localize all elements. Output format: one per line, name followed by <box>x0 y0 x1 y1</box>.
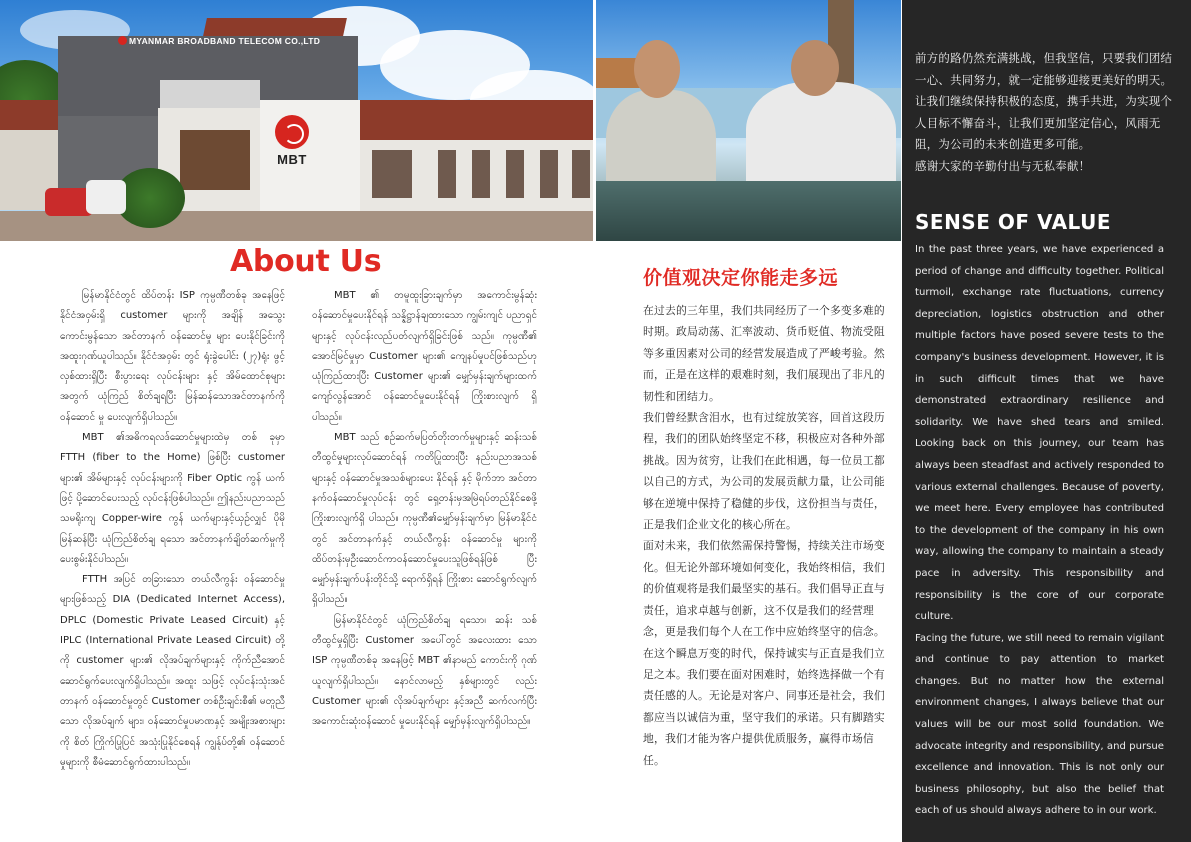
sense-of-value-paragraph: In the past three years, we have experienced a period of change and difficulty together. Political turmoil, exchange rate fluctuations, currency depreciation, logistics obstruction and other multiple factors have posed severe tests to the company's business development. However, it is in such difficult times that we have demonstrated extraordinary resilience and solidarity. We have shed tears and smiled. Looking back on this journey, our team has always been steadfast and actively responded to various external challenges. Because of poverty, we meet here. Every employee has contributed to the development of the company in his own way, allowing the company to maintain a steady pace in adversity. This responsibility and responsibility is the core of our corporate culture. <box>915 244 1164 623</box>
about-paragraph: MBT သည် စဉ်ဆက်မပြတ်တိုးတက်မှုများနှင့် ဆန်းသစ်တီထွင်မှုများလုပ်ဆောင်ရန် ကတိပြုထားပြီး နည်းပညာအသစ် များနှင့် ဝန်ဆောင်မှုအသစ်များပေး နိုင်ရန် နှင့် မိုက်ဘာ အင်တာနက်ဝန်ဆောင်မှုလုပ်ငန်း တွင် ရှေ့တန်းမှအမြဲရပ်တည်နိုင်စေဖို့ ကြိုးစားလျက်ရှိ ပါသည်။ ကုမ္ပဏီ၏မျှော်မှန်းချက်မှာ မြန်မာနိုင်ငံ တွင် အင်တာနက်နှင့် တယ်လီကွန်း ဝန်ဆောင်မှု များကို ထိပ်တန်းမှဦးဆောင်ကာဝန်ဆောင်မှုပေးသူဖြစ်ရန်ဖြစ် ပြီး မျှော်မှန်းချက်ပန်းတိုင်သို့ ရောက်ရှိရန် ကြိုးစား ဆောင်ရွက်လျက်ရှိပါသည်။ <box>312 432 537 606</box>
team-photo <box>596 0 901 241</box>
values-cn-paragraph: 在过去的三年里，我们共同经历了一个多变多难的时期。政局动荡、汇率波动、货币贬值、物流受阻等多重因素对公司的经营发展造成了严峻考验。然而，正是在这样的艰难时刻，我们展现出了非凡的韧性和团结力。 <box>643 304 885 403</box>
about-us-column-1 <box>60 286 285 773</box>
about-us-heading: About Us <box>230 244 382 279</box>
about-paragraph: MBT ၏အဓိကရလဒ်ဆောင်မှုများထဲမှ တစ် ခုမှာ FTTH (fiber to the Home) ဖြစ်ပြီး customer များ၏ အိမ်များနှင့် လုပ်ငန်းများကို Fiber Optic ကွန် ယက်ဖြင့် ပို့ဆောင်ပေးသည့် လုပ်ငန်းဖြစ်ပါသည်။ ဤနည်းပညာသည် သမရိုးကျ Copper-wire ကွန် ယက်များနှင့်ယှဉ်လျှင် ပိုမိုမြန်ဆန်ပြီး ယုံကြည်စိတ်ချ ရသော အင်တာနက်ချိတ်ဆက်မှုကို ပေးစွမ်းနိုင်ပါသည်။ <box>60 432 285 565</box>
values-cn-paragraph: 在这个瞬息万变的时代，保持诚实与正直是我们立足之本。我们要在面对困难时，始终选择做一个有责任感的人。无论是对客户、同事还是社会，我们都应当以诚信为重，坚守我们的承诺。只有脚踏实地，我们才能为客户提供优质服务，赢得市场信任。 <box>643 646 885 767</box>
about-paragraph: FTTH အပြင် တခြားသော တယ်လီကွန်း ဝန်ဆောင်မှုများဖြစ်သည့် DIA (Dedicated Internet Access), DPLC (Domestic Private Leased Circuit) နှင့် IPLC (International Private Leased Circuit) တို့ကို customer များ၏ လိုအပ်ချက်များနှင့် ကိုက်ညီအောင် ဆောင်ရွက်ပေးလျက်ရှိပါသည်။ အထူး သဖြင့် လုပ်ငန်းသုံးအင်တာနက် ဝန်ဆောင်မှုတွင် Customer တစ်ဦးချင်းစီ၏ မတူညီသော လိုအပ်ချက် များ၊ ဝန်ဆောင်မှုပမာဏနှင့် အမျိုးအစားများကို စိတ် ကြိုက်ပြုပြင် အသုံးပြုနိုင်စေရန် ကျွန်ုပ်တို့၏ ဝန်ဆောင် မှုများကို စီမံဆောင်ရွက်ထားပါသည်။ <box>60 574 285 768</box>
company-sign: MYANMAR BROADBAND TELECOM CO.,LTD <box>118 36 320 46</box>
about-us-column-2 <box>312 286 537 733</box>
about-paragraph: မြန်မာနိုင်ငံတွင် ထိပ်တန်း ISP ကုမ္ပဏီတစ်ခု အနေဖြင့် နိုင်ငံအဝှမ်းရှိ customer များကို အချိန် အသွေးကောင်းမွန်သော အင်တာနက် ဝန်ဆောင်မှု များ ပေးနိုင်ခြင်းကို အထူးဂုဏ်ယူပါသည်။ နိုင်ငံအဝှမ်း တွင် ရုံးခွဲပေါင်း (၂၇)ရုံး ဖွင့်လှစ်ထားရှိပြီး စီးပွားရေး လုပ်ငန်းများ နှင့် အိမ်ထောင်စုများအတွက် ယုံကြည် စိတ်ချရပြီး မြန်ဆန်သောအင်တာနက်ကို ဝန်ဆောင် မှု ပေးလျက်ရှိပါသည်။ <box>60 290 285 423</box>
sense-of-value-paragraph: Facing the future, we still need to remain vigilant and continue to pay attention to market changes. But no matter how the external environment changes, I always believe that our values will be our most solid foundation. We advocate integrity and responsibility, and pursue excellence and innovation. This is not only our business philosophy, but also the belief that each of us should always adhere to in our work. <box>915 632 1164 817</box>
building-photo <box>0 0 593 241</box>
sense-of-value-body <box>915 239 1164 822</box>
about-paragraph: မြန်မာနိုင်ငံတွင် ယုံကြည်စိတ်ချ ရသော၊ ဆန်း သစ်တီထွင်မှုရှိပြီး Customer အပေါ်တွင် အလေးထား သော ISP ကုမ္ပဏီတစ်ခု အနေဖြင့် MBT ၏နာမည် ကောင်းကို ဂုဏ်ယူလျက်ရှိပါသည်။ နောင်လာမည့် နှစ်များတွင် လည်း Customer များ၏ လိုအပ်ချက်များ နှင့်အညီ ဆက်လက်ပြီး အကောင်းဆုံးဝန်ဆောင် မှုပေးနိုင်ရန် မျှော်မှန်းလျက်ရှိပါသည်။ <box>312 614 537 728</box>
values-cn-paragraph: 我们曾经默含泪水，也有过绽放笑容，回首这段历程，我们的团队始终坚定不移，积极应对各种外部挑战。因为贫穷，让我们在此相遇，每一位员工都以自己的方式，为公司的发展贡献力量，让公司能够在逆境中保持了稳健的步伐，这份担当与责任，正是我们企业文化的核心所在。 <box>643 411 885 532</box>
mbt-logo-icon <box>118 36 127 45</box>
dark-side-panel <box>902 0 1191 842</box>
about-paragraph: MBT ၏ တမူထူးခြားချက်မှာ အကောင်းမွန်ဆုံး ဝန်ဆောင်မှုပေးနိုင်ရန် သန္နိဋ္ဌာန်ချထားသော ကျွမ်းကျင် ပညာရှင်များနှင့် လုပ်ငန်းလည်ပတ်လျက်ရှိခြင်းဖြစ် သည်။ ကုမ္ပဏီ၏ အောင်မြင်မှုမှာ Customer များ၏ ကျေနပ်မှုပင်ဖြစ်သည်ဟု ယုံကြည်ထားပြီး Customer များ၏ မျှော်မှန်းချက်များထက် ကျော်လွန်အောင် ဝန်ဆောင်မှုပေးနိုင်ရန် ကြိုးစားလျက် ရှိပါသည်။ <box>312 290 537 423</box>
values-cn-heading: 价值观决定你能走多远 <box>643 267 839 289</box>
values-cn-paragraph: 面对未来，我们依然需保持警惕，持续关注市场变化。但无论外部环境如何变化，我始终相信，我们的价值观将是我们最坚实的基石。我们倡导正直与责任，追求卓越与创新，这不仅是我们的经营理念，更是我们每个人在工作中应始终坚守的信念。 <box>643 539 885 639</box>
cn-intro-text: 前方的路仍然充满挑战，但我坚信，只要我们团结一心、共同努力，就一定能够迎接更美好的明天。让我们继续保持积极的态度，携手共进，为实现个人目标不懈奋斗，让我们更加坚定信心，风雨无阻，为公司的未来创造更多可能。 感谢大家的辛勤付出与无私奉献！ <box>915 51 1173 173</box>
glass-table <box>596 181 901 241</box>
sense-of-value-heading: SENSE OF VALUE <box>915 210 1111 234</box>
mbt-emblem-icon <box>275 115 309 149</box>
values-cn-body <box>643 300 892 771</box>
mbt-wall-logo: MBT <box>268 115 316 167</box>
